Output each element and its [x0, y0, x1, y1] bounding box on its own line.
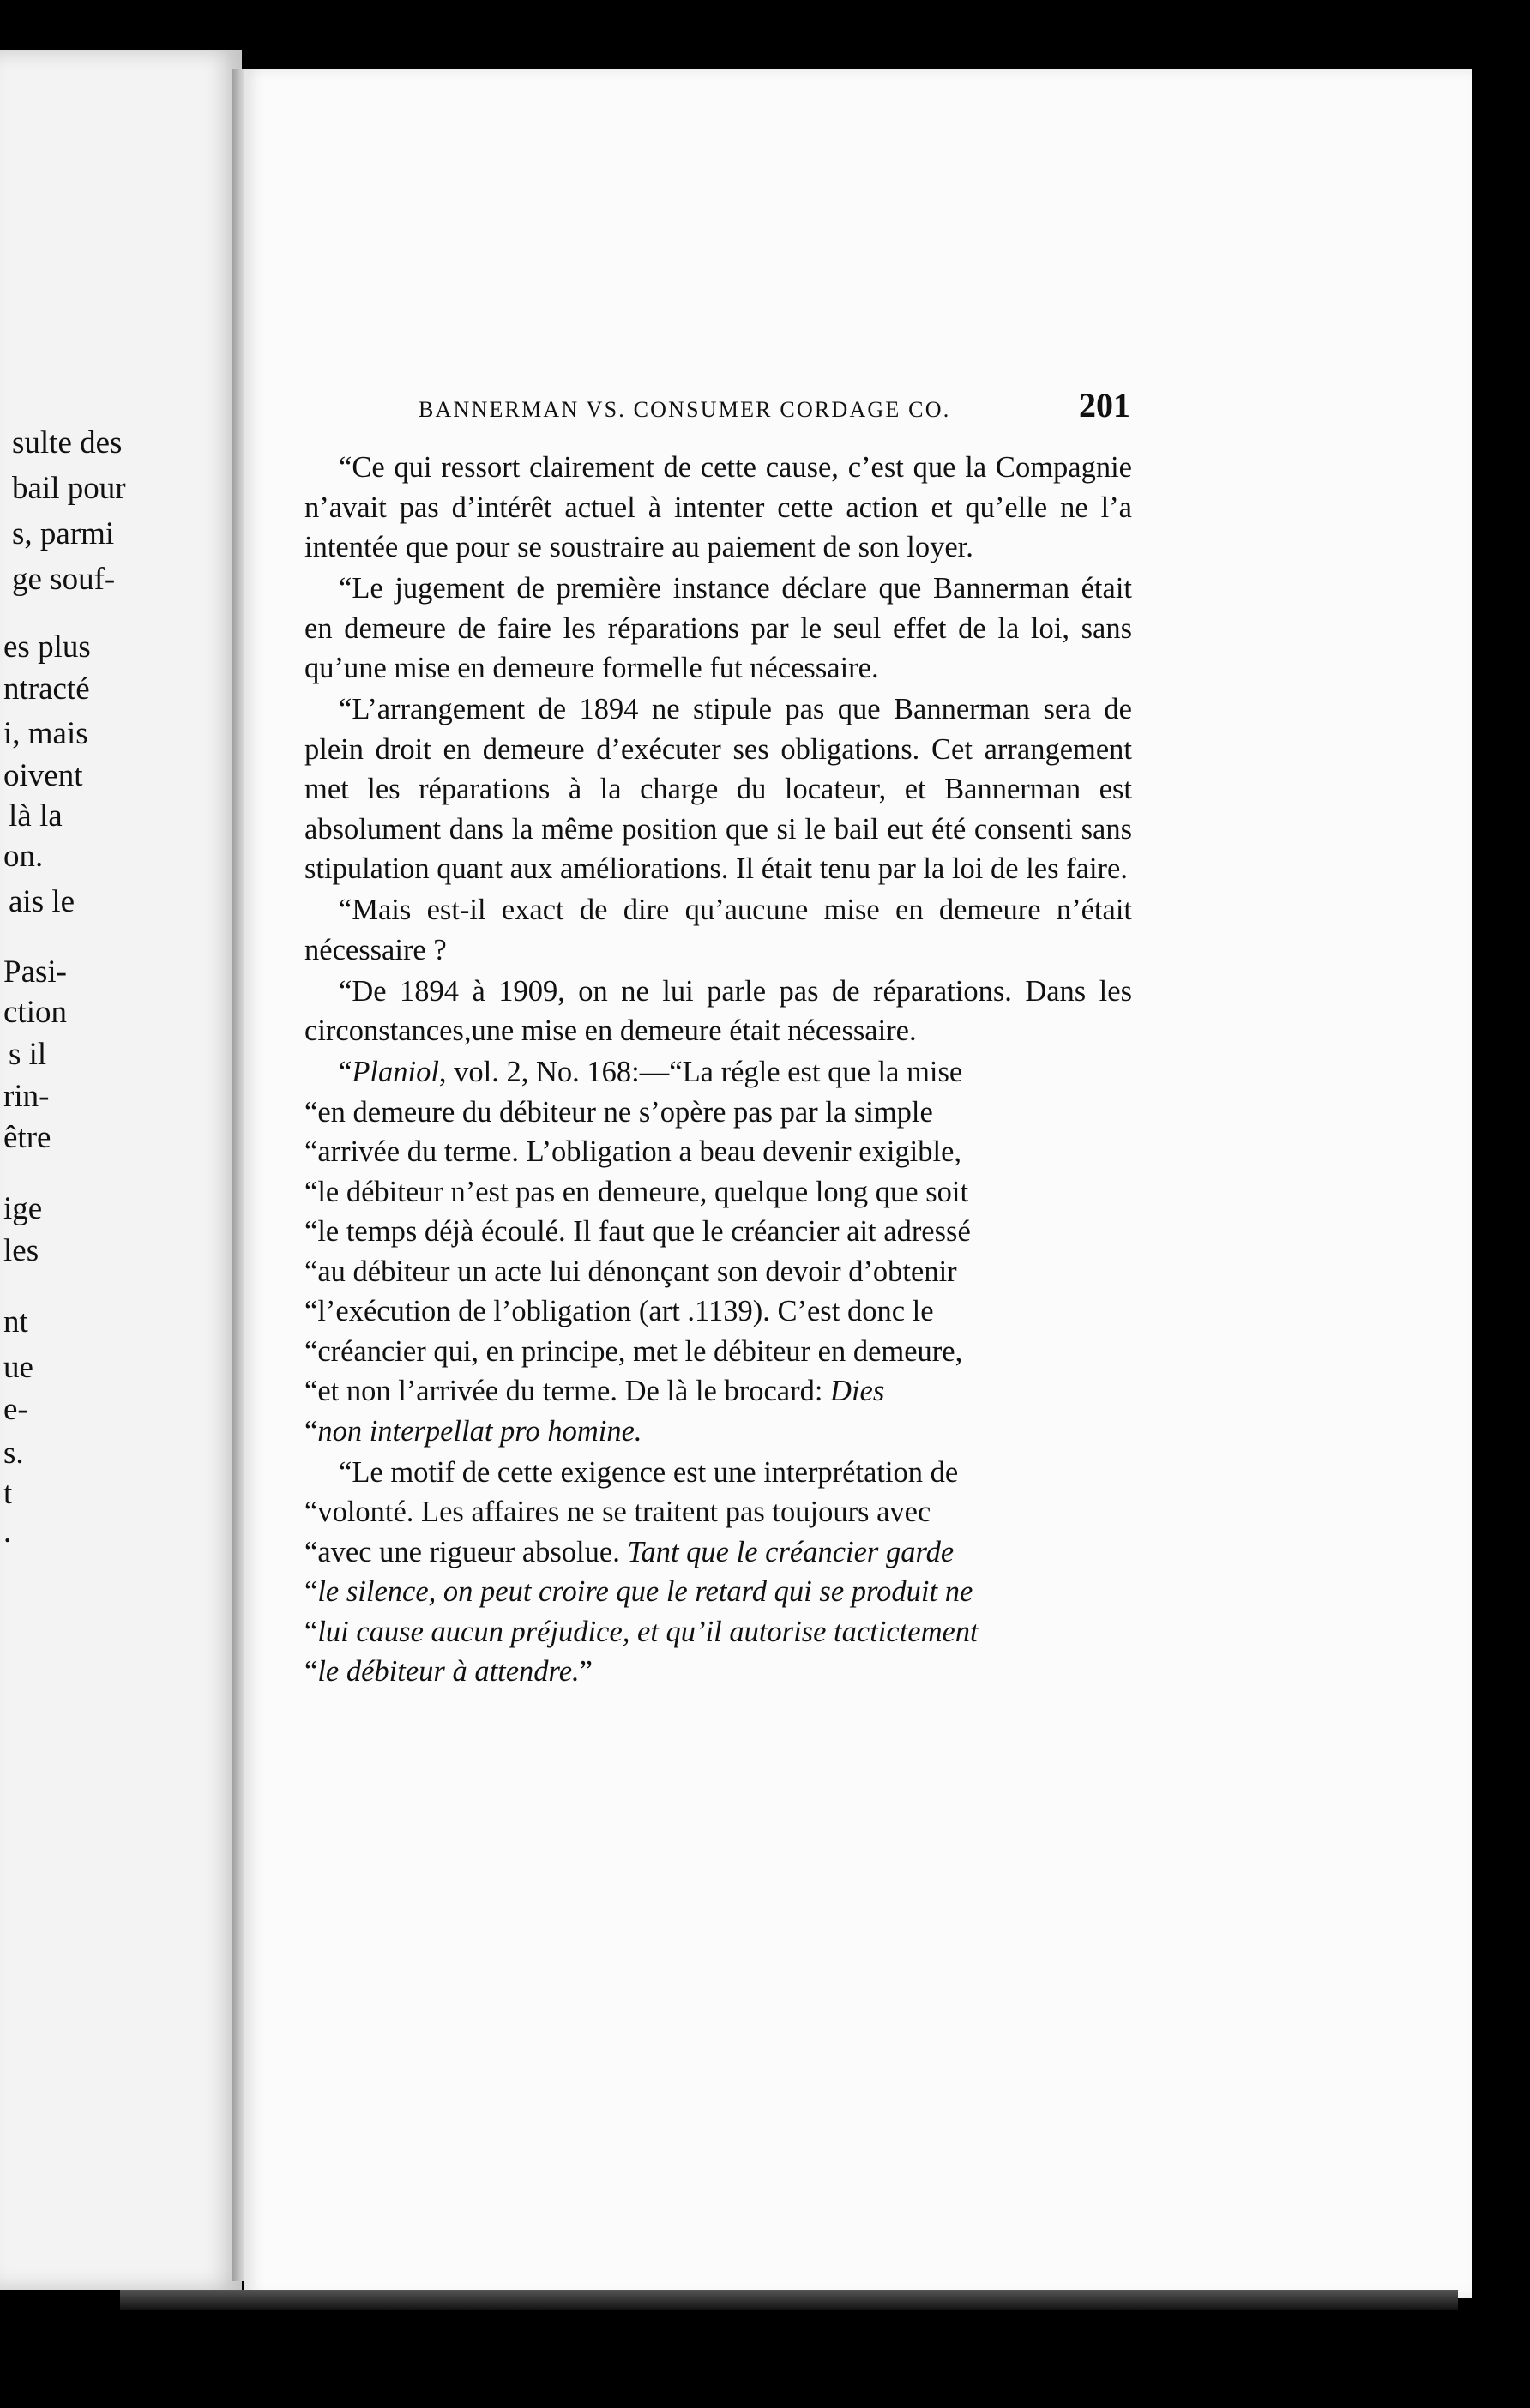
- page-bottom-edge: [120, 2290, 1458, 2310]
- left-page-fragment: là la: [9, 798, 63, 834]
- quote-mark: “: [304, 1575, 318, 1608]
- left-page-fragment: es plus: [3, 629, 91, 665]
- left-page-fragment: Pasi-: [3, 954, 67, 990]
- left-page-fragment: ge souf-: [12, 562, 116, 597]
- quote-mark: “: [304, 1655, 318, 1688]
- left-page-fragment: t: [3, 1476, 13, 1511]
- paragraph: “De 1894 à 1909, on ne lui parle pas de réparations. Dans les circonstances,une mise en demeure était nécessaire.: [304, 974, 1132, 1047]
- citation-line: “créancier qui, en principe, met le débiteur en demeure,: [304, 1334, 963, 1368]
- citation-paragraph: [304, 1052, 1132, 1451]
- citation-maxim: Dies: [830, 1375, 885, 1407]
- citation-line: “le temps déjà écoulé. Il faut que le créancier ait adressé: [304, 1215, 971, 1248]
- closing-line: “volonté. Les affaires ne se traitent pas toujours avec: [304, 1496, 931, 1528]
- citation-line: “l’exécution de l’obligation (art .1139). C’est donc le: [304, 1295, 934, 1327]
- paragraph: “Mais est-il exact de dire qu’aucune mise en demeure n’était nécessaire ?: [304, 894, 1132, 966]
- left-page-fragment: rin-: [3, 1079, 50, 1114]
- body-text: [304, 448, 1132, 1693]
- quote-mark: “: [304, 1414, 318, 1448]
- left-page-fragment: ue: [3, 1350, 33, 1385]
- left-page-fragment: s il: [9, 1037, 47, 1072]
- closing-italic: Tant que le créancier garde: [627, 1535, 955, 1568]
- running-head: [419, 385, 1130, 428]
- page-number: 201: [1079, 386, 1130, 424]
- left-page-fragment: s.: [3, 1436, 24, 1471]
- citation-line: “arrivée du terme. L’obligation a beau devenir exigible,: [304, 1135, 962, 1168]
- closing-line: “avec une rigueur absolue.: [304, 1535, 628, 1568]
- citation-line: “le débiteur n’est pas en demeure, quelque long que soit: [304, 1175, 969, 1208]
- quote-mark: ”: [579, 1655, 593, 1688]
- citation-line: “et non l’arrivée du terme. De là le brocard:: [304, 1375, 831, 1407]
- left-page: [0, 50, 242, 2290]
- left-page-fragment: être: [3, 1120, 51, 1155]
- left-page-fragment: .: [3, 1514, 12, 1550]
- left-page-fragment: ction: [3, 995, 67, 1030]
- closing-paragraph: [304, 1453, 1132, 1692]
- left-page-fragment: nt: [3, 1304, 28, 1339]
- citation-line: “au débiteur un acte lui dénonçant son devoir d’obtenir: [304, 1255, 957, 1288]
- left-page-fragment: e-: [3, 1392, 28, 1427]
- left-page-fragment: sulte des: [12, 425, 123, 461]
- citation-reference: , vol. 2, No. 168:—“La régle est que la mise: [438, 1056, 963, 1088]
- left-page-fragment: s, parmi: [12, 516, 115, 551]
- citation-line: “en demeure du débiteur ne s’opère pas par la simple: [304, 1095, 933, 1129]
- left-page-fragment: ige: [3, 1191, 43, 1226]
- left-page-fragment: i, mais: [3, 716, 88, 751]
- closing-italic: le débiteur à attendre.: [317, 1655, 580, 1688]
- citation-maxim: non interpellat pro homine.: [317, 1414, 642, 1448]
- closing-italic: le silence, on peut croire que le retard qui se produit ne: [317, 1575, 973, 1608]
- book-gutter: [232, 69, 244, 2281]
- running-head-title: BANNERMAN VS. CONSUMER CORDAGE CO.: [419, 397, 951, 422]
- citation-author: Planiol: [352, 1056, 439, 1088]
- left-page-fragment: ais le: [9, 884, 75, 919]
- paragraph: “Ce qui ressort clairement de cette cause, c’est que la Compagnie n’avait pas d’intérêt actuel à intenter cette action et qu’elle ne l’a intentée que pour se soustraire au paiement de son loyer.: [304, 451, 1132, 563]
- paragraph: “L’arrangement de 1894 ne stipule pas que Bannerman sera de plein droit en demeure d’exécuter ses obligations. Cet arrangement met les réparations à la charge du locateur, et Bannerman est absolument dans la même position que si le bail eut été consenti sans stipulation quant aux améliorations. Il était tenu par la loi de les faire.: [304, 693, 1132, 885]
- paragraph: “Le jugement de première instance déclare que Bannerman était en demeure de faire les réparations par le seul effet de la loi, sans qu’une mise en demeure formelle fut nécessaire.: [304, 572, 1132, 684]
- left-page-fragment: les: [3, 1233, 39, 1268]
- left-page-fragment: on.: [3, 839, 44, 874]
- closing-italic: lui cause aucun préjudice, et qu’il autorise tactictement: [317, 1615, 979, 1648]
- quote-mark: “: [339, 1056, 352, 1088]
- closing-line: “Le motif de cette exigence est une interprétation de: [339, 1455, 959, 1489]
- quote-mark: “: [304, 1615, 318, 1648]
- left-page-fragment: ntracté: [3, 671, 90, 707]
- left-page-fragment: oivent: [3, 758, 83, 793]
- left-page-fragment: bail pour: [12, 471, 126, 506]
